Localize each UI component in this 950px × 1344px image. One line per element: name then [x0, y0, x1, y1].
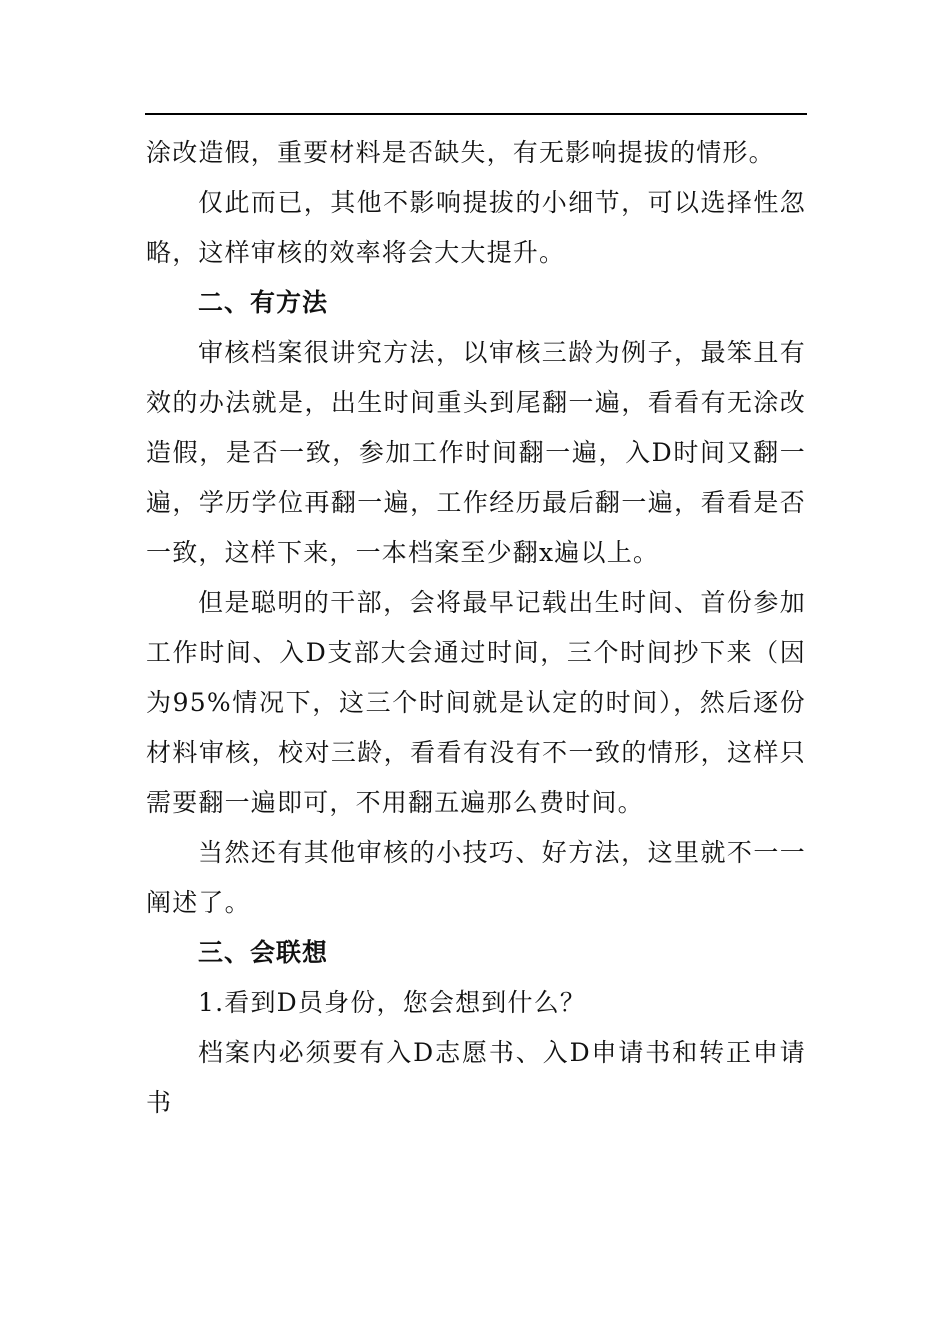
section-heading-method: 二、有方法 — [198, 288, 329, 317]
section-heading-association: 三、会联想 — [198, 938, 329, 967]
paragraph-1: 涂改造假，重要材料是否缺失，有无影响提拔的情形。 — [146, 138, 775, 167]
paragraph-2: 仅此而已，其他不影响提拔的小细节，可以选择性忽略，这样审核的效率将会大大提升。 — [146, 188, 806, 267]
document-body — [146, 128, 806, 1128]
paragraph-4: 但是聪明的干部，会将最早记载出生时间、首份参加工作时间、入D支部大会通过时间，三个时间抄下来（因为95%情况下，这三个时间就是认定的时间），然后逐份材料审核，校对三龄，看看有没有不一致的情形，这样只需要翻一遍即可，不用翻五遍那么费时间。 — [146, 588, 806, 817]
paragraph-5: 当然还有其他审核的小技巧、好方法，这里就不一一阐述了。 — [146, 838, 806, 917]
paragraph-6: 1.看到D员身份，您会想到什么？ — [198, 988, 587, 1017]
paragraph-3: 审核档案很讲究方法，以审核三龄为例子，最笨且有效的办法就是，出生时间重头到尾翻一遍，看看有无涂改造假，是否一致，参加工作时间翻一遍，入D时间又翻一遍，学历学位再翻一遍，工作经历最后翻一遍，看看是否一致，这样下来，一本档案至少翻x遍以上。 — [146, 338, 806, 567]
header-rule — [145, 113, 807, 115]
paragraph-7: 档案内必须要有入D志愿书、入D申请书和转正申请书 — [146, 1038, 806, 1117]
